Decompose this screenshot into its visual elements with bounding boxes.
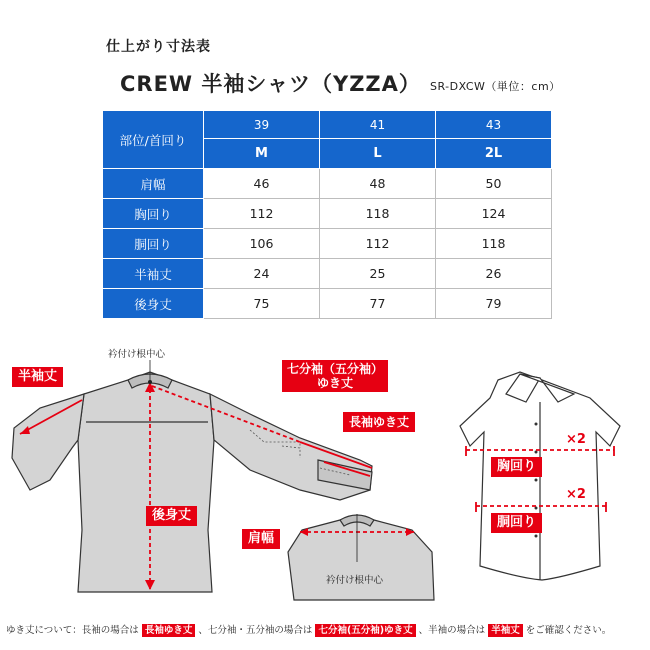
table-corner: 部位/首回り	[103, 111, 204, 169]
table-cell: 24	[204, 259, 320, 289]
note-tag-mid: 七分袖(五分袖)ゆき丈	[315, 624, 415, 637]
table-cell: 112	[320, 229, 436, 259]
table-cell: 77	[320, 289, 436, 319]
neck-43: 43	[436, 111, 552, 139]
back-length-label: 後身丈	[146, 506, 197, 526]
waist-label: 胴回り	[491, 513, 542, 533]
table-cell: 124	[436, 199, 552, 229]
neck-39: 39	[204, 111, 320, 139]
shoulder-label: 肩幅	[242, 529, 280, 549]
table-row	[103, 229, 552, 259]
table-cell: 118	[436, 229, 552, 259]
size-2l: 2L	[436, 139, 552, 169]
note-text-2: 、七分袖・五分袖の場合は	[198, 625, 313, 636]
page-title: CREW 半袖シャツ（YZZA）	[120, 72, 421, 96]
table-row	[103, 259, 552, 289]
table-cell: 106	[204, 229, 320, 259]
shoulder-illustration	[282, 500, 442, 605]
page-heading: 仕上がり寸法表	[106, 39, 211, 55]
chest-label: 胸回り	[491, 457, 542, 477]
table-cell: 50	[436, 169, 552, 199]
collar-center-label-top: 衿付け根中心	[108, 349, 166, 360]
note-text-1: ゆき丈について：長袖の場合は	[6, 625, 139, 636]
note-tag-long: 長袖ゆき丈	[142, 624, 196, 637]
row-label: 後身丈	[103, 289, 204, 319]
table-cell: 75	[204, 289, 320, 319]
sleeve-mid-label-line2: ゆき丈	[316, 376, 353, 390]
sleeve-short-label: 半袖丈	[12, 367, 63, 387]
table-cell: 118	[320, 199, 436, 229]
table-row	[103, 289, 552, 319]
row-label: 半袖丈	[103, 259, 204, 289]
size-m: M	[204, 139, 320, 169]
note-text-3: 、半袖の場合は	[418, 625, 486, 636]
row-label: 肩幅	[103, 169, 204, 199]
size-table	[102, 110, 552, 319]
sleeve-mid-label	[282, 360, 388, 392]
times-two-chest: ×2	[566, 432, 586, 447]
note-text-4: をご確認ください。	[525, 625, 612, 636]
row-label: 胴回り	[103, 229, 204, 259]
model-unit: SR-DXCW（単位：cm）	[430, 80, 561, 93]
times-two-waist: ×2	[566, 487, 586, 502]
table-cell: 79	[436, 289, 552, 319]
table-row	[103, 169, 552, 199]
sleeve-long-label: 長袖ゆき丈	[343, 412, 415, 432]
row-label: 胸回り	[103, 199, 204, 229]
sleeve-mid-label-line1: 七分袖（五分袖）	[286, 362, 383, 376]
table-cell: 48	[320, 169, 436, 199]
note-tag-short: 半袖丈	[488, 624, 523, 637]
shirt-front-illustration	[440, 366, 645, 596]
table-cell: 46	[204, 169, 320, 199]
table-cell: 25	[320, 259, 436, 289]
neck-41: 41	[320, 111, 436, 139]
table-row	[103, 199, 552, 229]
sleeve-length-note	[6, 622, 611, 636]
collar-center-label-bottom: 衿付け根中心	[326, 575, 384, 586]
table-cell: 112	[204, 199, 320, 229]
size-l: L	[320, 139, 436, 169]
table-cell: 26	[436, 259, 552, 289]
